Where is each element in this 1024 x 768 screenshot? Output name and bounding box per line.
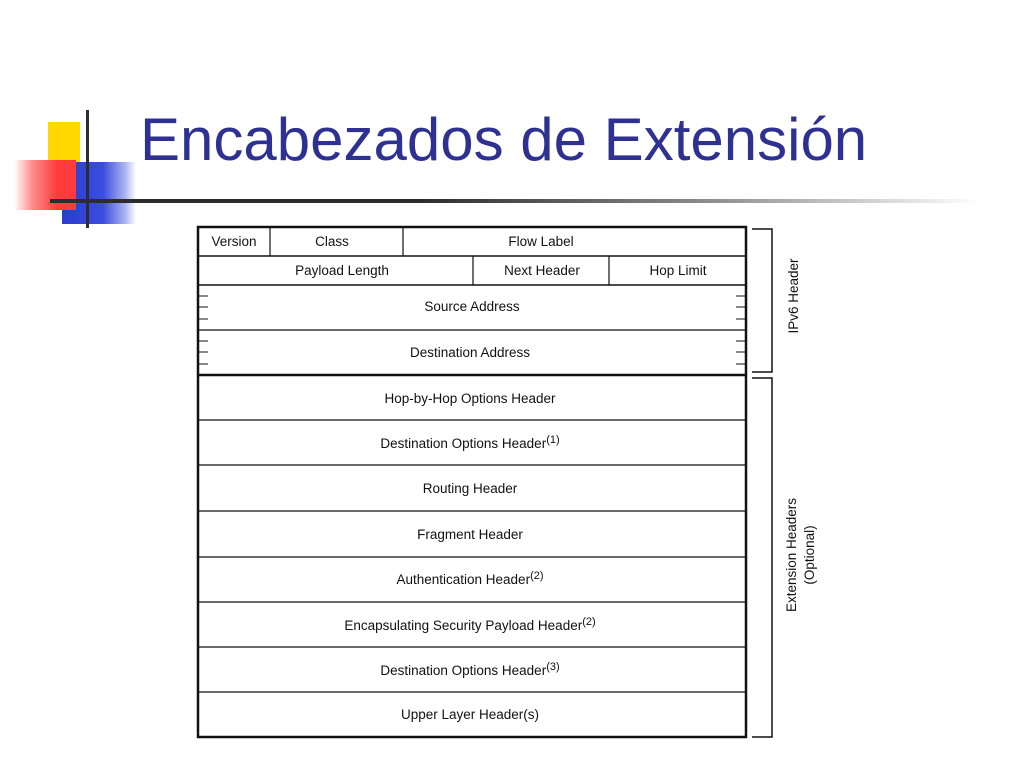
extension-header-label: Encapsulating Security Payload Header: [344, 618, 583, 633]
extension-header-row: [417, 527, 523, 542]
extension-headers-label: Extension Headers: [784, 497, 799, 613]
extension-header-label: Destination Options Header: [380, 663, 547, 678]
extension-header-row: [423, 481, 518, 496]
extension-header-label: Authentication Header: [396, 572, 531, 587]
field-flow-label: Flow Label: [508, 234, 574, 249]
extension-headers-optional-label: (Optional): [802, 525, 817, 585]
ipv6-header-label: IPv6 Header: [786, 258, 801, 334]
extension-header-row: [380, 434, 559, 451]
field-source-address: Source Address: [424, 299, 520, 314]
extension-header-label: Routing Header: [422, 481, 518, 496]
field-next-header: Next Header: [504, 263, 580, 278]
extension-header-label: Upper Layer Header(s): [400, 707, 540, 722]
extension-header-row: [344, 616, 595, 633]
extension-headers-bracket: [752, 378, 772, 737]
field-class: Class: [315, 234, 349, 249]
extension-header-row: [401, 707, 539, 722]
field-version: Version: [211, 234, 257, 249]
extension-header-label: Destination Options Header: [380, 436, 547, 451]
extension-header-footnote: (2): [582, 616, 596, 628]
extension-header-row: [380, 661, 559, 678]
extension-header-label: Hop-by-Hop Options Header: [384, 391, 556, 406]
field-hop-limit: Hop Limit: [649, 263, 707, 278]
extension-header-row: [396, 570, 543, 587]
ipv6-header-bracket: [752, 229, 772, 372]
field-payload-length: Payload Length: [295, 263, 389, 278]
extension-header-label: Fragment Header: [417, 527, 523, 542]
extension-header-footnote: (3): [546, 661, 560, 673]
slide-title: Encabezados de Extensión: [140, 106, 868, 173]
extension-header-footnote: (1): [546, 434, 560, 446]
extension-header-row: [384, 391, 556, 406]
field-destination-address: Destination Address: [409, 345, 531, 360]
extension-header-footnote: (2): [530, 570, 544, 582]
